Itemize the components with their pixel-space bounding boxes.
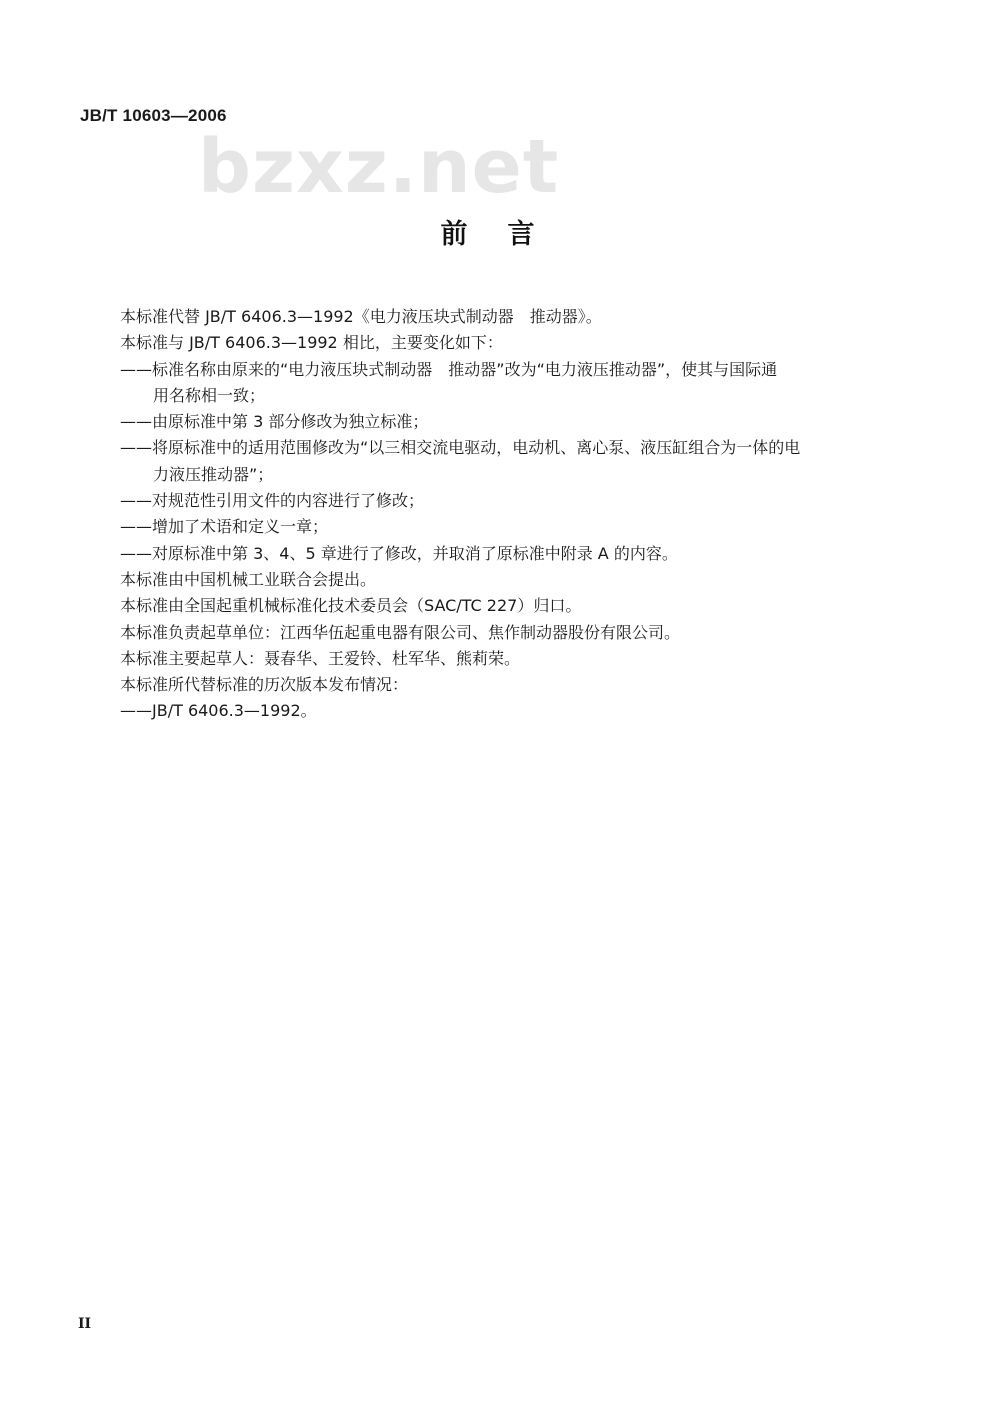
- paragraph-history-intro: 本标准所代替标准的历次版本发布情况：: [120, 675, 409, 695]
- paragraph-replaces: 本标准代替 JB/T 6406.3—1992《电力液压块式制动器 推动器》。: [120, 307, 602, 326]
- change-item: [120, 409, 900, 435]
- change-item-text: ——增加了术语和定义一章；: [120, 517, 329, 537]
- change-item: [120, 488, 900, 514]
- page-title: 前言: [440, 219, 575, 250]
- paragraph-changes-intro: 本标准与 JB/T 6406.3—1992 相比，主要变化如下：: [120, 333, 503, 353]
- page-number: II: [78, 1316, 92, 1332]
- change-item: [120, 435, 900, 488]
- paragraph-proposed-by: 本标准由中国机械工业联合会提出。: [120, 569, 377, 589]
- change-item: [120, 357, 900, 410]
- change-item-text: ——对规范性引用文件的内容进行了修改；: [120, 491, 425, 511]
- paragraph-administered-by: 本标准由全国起重机械标准化技术委员会（SAC/TC 227）归口。: [120, 596, 582, 616]
- history-item: ——JB/T 6406.3—1992。: [120, 701, 317, 721]
- change-item: [120, 541, 900, 567]
- foreword-body: [120, 304, 900, 725]
- paragraph-drafters: 本标准主要起草人：聂春华、王爱铃、杜军华、熊莉荣。: [120, 648, 521, 668]
- watermark: bzxz.net: [198, 124, 560, 210]
- change-item-continuation: 用名称相一致；: [153, 385, 266, 405]
- change-item: [120, 514, 900, 540]
- change-item-continuation: 力液压推动器”；: [153, 464, 274, 484]
- change-item-text: ——将原标准中的适用范围修改为“以三相交流电驱动，电动机、离心泵、液压缸组合为一体的电: [120, 438, 801, 458]
- change-item-text: ——由原标准中第 3 部分修改为独立标准；: [120, 412, 429, 432]
- document-code: JB/T 10603—2006: [80, 106, 227, 125]
- paragraph-drafting-units: 本标准负责起草单位：江西华伍起重电器有限公司、焦作制动器股份有限公司。: [120, 622, 681, 642]
- change-item-text: ——对原标准中第 3、4、5 章进行了修改，并取消了原标准中附录 A 的内容。: [120, 543, 678, 563]
- change-item-text: ——标准名称由原来的“电力液压块式制动器 推动器”改为“电力液压推动器”，使其与国际通: [120, 359, 778, 379]
